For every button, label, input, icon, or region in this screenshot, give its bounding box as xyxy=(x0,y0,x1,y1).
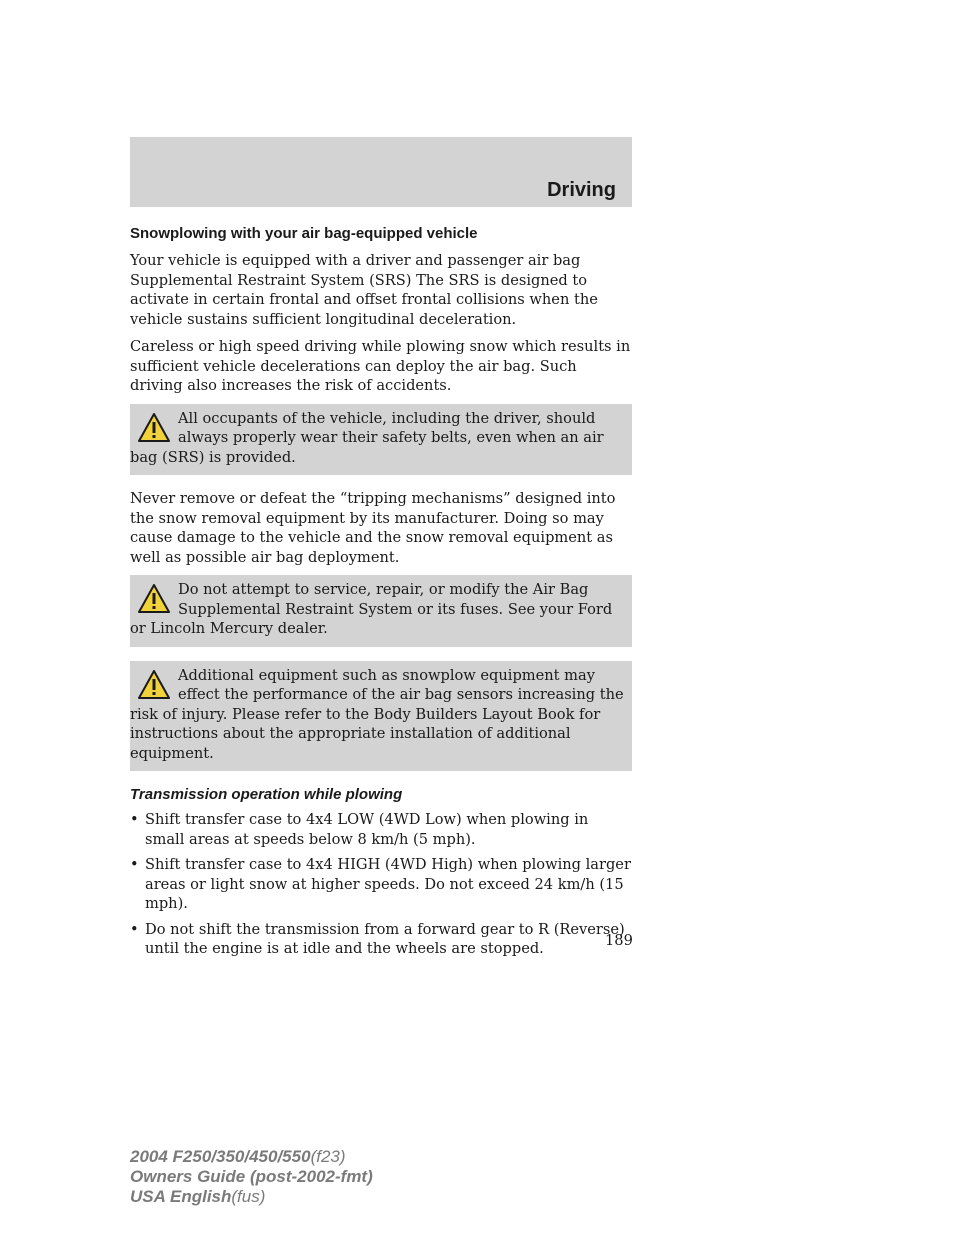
list-item-text: Shift transfer case to 4x4 LOW (4WD Low) when plowing in small areas at speeds below 8 km/h (5 mph). xyxy=(145,811,589,848)
document-footer xyxy=(130,1147,373,1207)
paragraph-careless-driving: Careless or high speed driving while plowing snow which results in sufficient vehicle decelerations can deploy the air bag. Such driving also increases the risk of accidents. xyxy=(130,338,631,394)
bullet-list xyxy=(130,810,632,959)
section-title: Driving xyxy=(547,179,616,201)
warning-box-additional-equipment xyxy=(130,661,632,772)
section-header-band xyxy=(130,137,632,207)
footer-model: 2004 F250/350/450/550 xyxy=(130,1147,311,1166)
bullet-dot: • xyxy=(130,856,139,873)
warning-text: Additional equipment such as snowplow equipment may effect the performance of the air bag sensors increasing the risk of injury. Please refer to the Body Builders Layout Book for instructions about the appropriate installation of additional equipment. xyxy=(130,666,624,762)
warning-triangle-icon xyxy=(138,412,170,444)
list-item xyxy=(130,810,632,849)
paragraph-tripping-mechanisms: Never remove or defeat the “tripping mechanisms” designed into the snow removal equipment by its manufacturer. Doing so may cause damage to the vehicle and the snow removal equipment as well as possible air bag deployment. xyxy=(130,490,616,566)
heading-snowplowing: Snowplowing with your air bag-equipped vehicle xyxy=(130,225,478,242)
warning-triangle-icon xyxy=(138,583,170,615)
list-item xyxy=(130,855,632,914)
bullet-dot: • xyxy=(130,811,139,828)
footer-line-language xyxy=(130,1187,373,1207)
paragraph-srs: Your vehicle is equipped with a driver and passenger air bag Supplemental Restraint System (SRS) The SRS is designed to activate in certain frontal and offset frontal collisions when the vehicle sustains sufficient longitudinal deceleration. xyxy=(130,252,598,328)
list-item xyxy=(130,920,632,959)
footer-guide: Owners Guide (post-2002-fmt) xyxy=(130,1167,373,1186)
page-content xyxy=(130,224,632,965)
warning-box-service xyxy=(130,575,632,647)
warning-text: Do not attempt to service, repair, or modify the Air Bag Supplemental Restraint System or its fuses. See your Ford or Lincoln Mercury dealer. xyxy=(130,581,613,637)
footer-line-model xyxy=(130,1147,373,1167)
page-number: 189 xyxy=(605,932,633,949)
footer-language: USA English xyxy=(130,1187,232,1206)
list-item-text: Do not shift the transmission from a forward gear to R (Reverse) until the engine is at idle and the wheels are stopped. xyxy=(145,920,625,957)
warning-text: All occupants of the vehicle, including the driver, should always properly wear their safety belts, even when an air bag (SRS) is provided. xyxy=(130,409,604,466)
warning-box-safety-belts xyxy=(130,404,632,476)
footer-language-code: (fus) xyxy=(231,1187,266,1206)
bullet-dot: • xyxy=(130,920,139,938)
heading-transmission-operation: Transmission operation while plowing xyxy=(130,786,403,803)
footer-model-code: (f23) xyxy=(310,1147,346,1166)
list-item-text: Shift transfer case to 4x4 HIGH (4WD High) when plowing larger areas or light snow at higher speeds. Do not exceed 24 km/h (15 mph). xyxy=(145,856,631,912)
footer-line-guide xyxy=(130,1167,373,1187)
warning-triangle-icon xyxy=(138,669,170,701)
